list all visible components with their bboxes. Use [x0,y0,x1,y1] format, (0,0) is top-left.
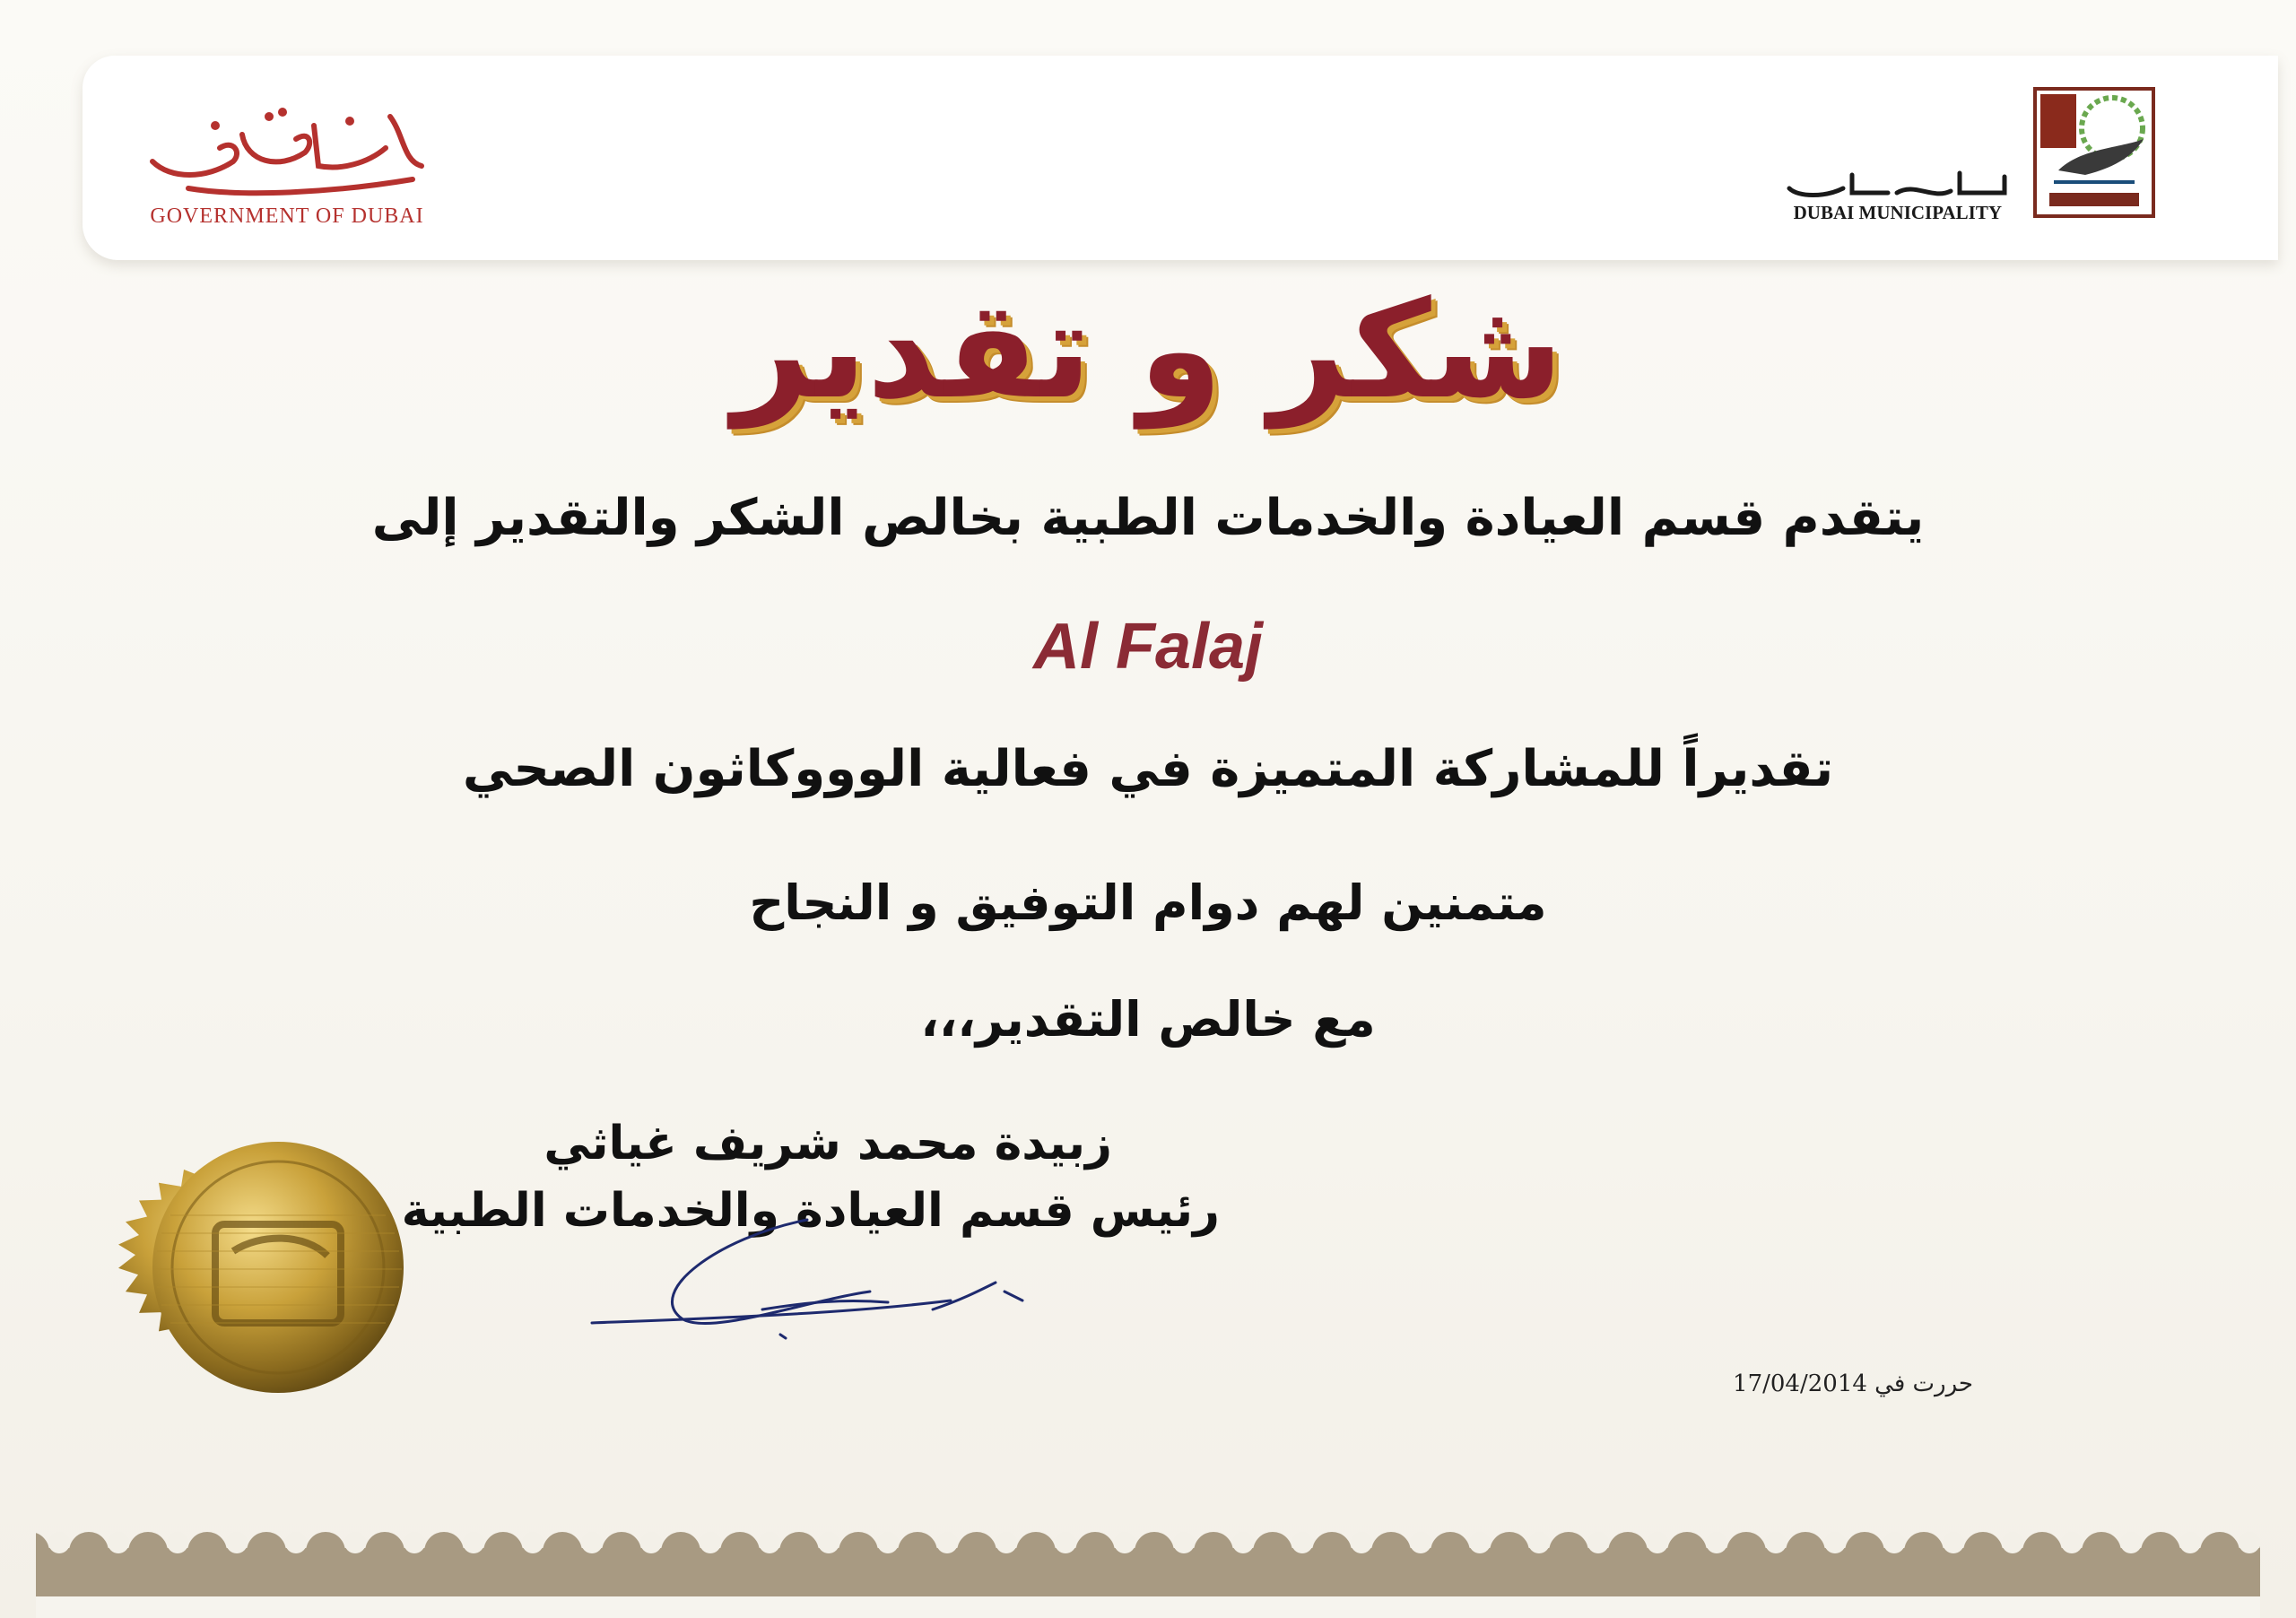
dubai-municipality-emblem-icon [2031,85,2157,220]
certificate-title: شكر و تقدير [732,273,1564,429]
government-of-dubai-logo [135,99,439,233]
dubai-municipality-label: DUBAI MUNICIPALITY [1793,202,2002,223]
wishes-text: متمنين لهم دوام التوفيق و النجاح [749,874,1547,931]
gold-seal-icon [99,1099,457,1457]
scalloped-footer-border [0,1516,2296,1618]
recipient-name: Al Falaj [1032,611,1264,683]
handwritten-signature-icon [574,1202,1076,1363]
dubai-municipality-arabic-wordmark-icon [1780,166,2013,202]
closing-text: مع خالص التقدير،،، [920,991,1376,1048]
government-of-dubai-label: GOVERNMENT OF DUBAI [150,204,424,228]
dubai-municipality-logo [1758,85,2260,229]
issue-date-label: حررت في [1874,1370,1973,1397]
intro-text: يتقدم قسم العيادة والخدمات الطبية بخالص الشكر والتقدير إلى [371,489,1925,547]
issue-date [1704,1370,1973,1397]
government-of-dubai-calligraphy-icon [135,99,439,197]
reason-text: تقديراً للمشاركة المتميزة في فعالية الوووكاثون الصحي [462,740,1834,798]
signatory-name: زبيدة محمد شريف غياثي [544,1117,1112,1170]
issue-date-value: 17/04/2014 [1733,1370,1867,1397]
signatory-title: رئيس قسم العيادة والخدمات الطبية [401,1184,1220,1238]
